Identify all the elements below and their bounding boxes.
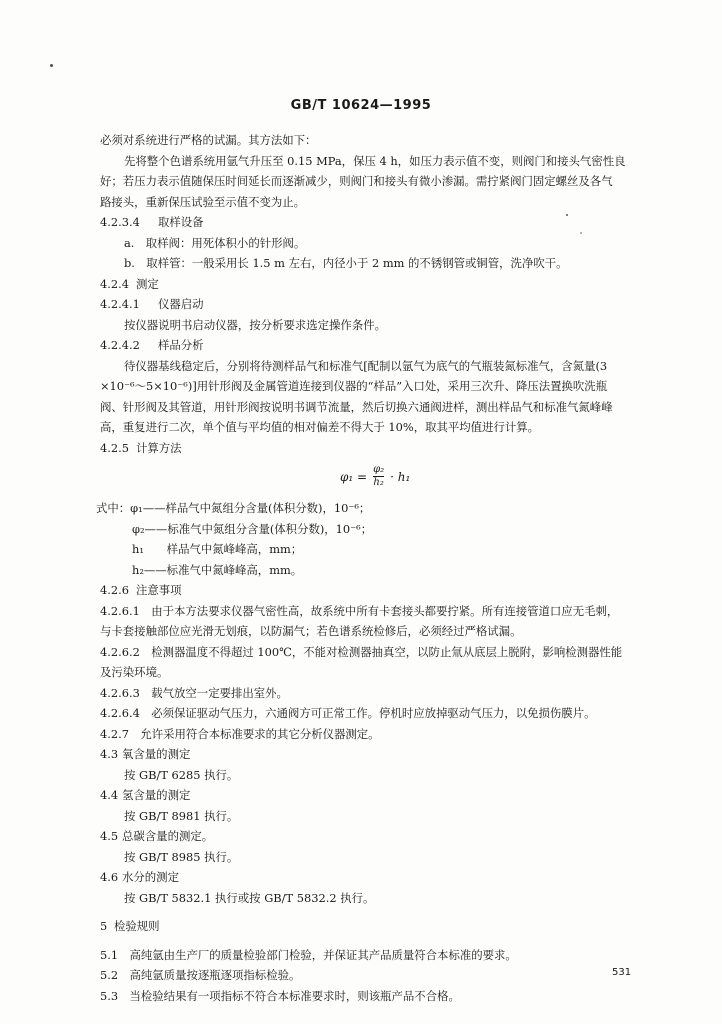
section-heading-4-2-6 [100, 580, 670, 601]
section-number: 4.4 [100, 788, 119, 802]
paragraph-line: 好；若压力表示值随保压时间延长而逐渐减少，则阀门和接头有微小渗漏。需拧紧阀门固定螺丝及各气 [100, 174, 613, 188]
section-heading-4-2-3-4 [100, 212, 670, 233]
section-number: 4.6 [100, 870, 119, 884]
section-title: 氧含量的测定 [122, 747, 191, 761]
formula-denominator: h₂ [373, 477, 384, 488]
section-title: 样品分析 [158, 338, 204, 352]
section-heading-4-2-4-1 [100, 294, 670, 315]
section-heading-4-3 [100, 744, 670, 765]
document-body [96, 130, 670, 1006]
scan-speck [50, 64, 53, 67]
paragraph-line: 阀、针形阀及其管道，用针形阀按说明书调节流量，然后切换六通阀进样，测出样品气和标准气氮峰峰 [100, 399, 613, 414]
section-title: 注意事项 [136, 583, 182, 597]
variable-definition: h₂——标准气中氮峰峰高，mm。 [132, 562, 303, 577]
section-heading-4-2-4-2 [100, 335, 670, 356]
section-title: 取样设备 [158, 215, 204, 229]
section-number: 4.3 [100, 747, 119, 761]
paragraph-line: 高，重复进行二次，单个值与平均值的相对偏差不得大于 10%，取其平均值进行计算。 [100, 420, 540, 434]
paragraph-line: 4.2.6.3 载气放空一定要排出室外。 [100, 685, 288, 700]
variable-definition: φ₂——标准气中氮组分含量(体积分数)，10⁻⁶； [132, 521, 373, 536]
paragraph-line: 按 GB/T 5832.1 执行或按 GB/T 5832.2 执行。 [124, 890, 375, 905]
section-heading-5 [100, 916, 670, 937]
section-number: 4.2.3.4 [100, 215, 140, 229]
paragraph-line: 按 GB/T 8985 执行。 [124, 849, 239, 864]
section-title: 测定 [136, 276, 159, 291]
paragraph-line: 4.2.7 允许采用符合本标准要求的其它分析仪器测定。 [100, 726, 380, 741]
section-number: 4.2.4 [100, 276, 129, 291]
paragraph-line: 与卡套接触部位应光滑无划痕，以防漏气；若色谱系统检修后，必须经过严格试漏。 [100, 624, 522, 638]
paragraph-line: 4.2.6.4 必须保证驱动气压力，六通阀方可正常工作。停机时应放掉驱动气压力，以免损伤膜片。 [100, 706, 596, 720]
paragraph-line: 4.2.6.1 由于本方法要求仪器气密性高，故系统中所有卡套接头都要拧紧。所有连接管道口应无毛刺， [100, 603, 619, 618]
paragraph-line: 4.2.6.2 检测器温度不得超过 100℃，不能对检测器抽真空，以防止氚从底层上脱附，影响检测器性能 [100, 644, 623, 659]
page-header: GB/T 10624—1995 [290, 98, 432, 113]
paragraph-line: 必须对系统进行严格的试漏。其方法如下： [100, 133, 317, 147]
page-number: 531 [612, 967, 632, 978]
section-number: 4.2.4.2 [100, 338, 140, 352]
paragraph-line: 5.1 高纯氩由生产厂的质量检验部门检验，并保证其产品质量符合本标准的要求。 [100, 947, 517, 962]
section-heading-4-2-4 [100, 274, 670, 295]
section-number: 5 [100, 919, 108, 933]
section-number: 4.2.4.1 [100, 297, 140, 311]
paragraph-line: 按 GB/T 8981 执行。 [124, 808, 239, 823]
section-title: 计算方法 [136, 440, 182, 455]
section-number: 4.5 [100, 829, 119, 843]
paragraph-line: 按 GB/T 6285 执行。 [124, 767, 239, 782]
section-number: 4.2.5 [100, 440, 129, 455]
section-title: 水分的测定 [122, 870, 179, 884]
paragraph-line: 5.3 当检验结果有一项指标不符合本标准要求时，则该瓶产品不合格。 [100, 988, 460, 1003]
section-title: 氢含量的测定 [122, 788, 191, 802]
formula-rhs: · h₁ [390, 469, 411, 484]
list-item: b. 取样管：一般采用长 1.5 m 左右，内径小于 2 mm 的不锈钢管或铜管，洗净吹干。 [124, 256, 568, 270]
section-heading-4-5 [100, 826, 670, 847]
section-heading-4-6 [100, 867, 670, 888]
variable-definition: 式中：φ₁——样品气中氮组分含量(体积分数)，10⁻⁶； [96, 501, 371, 515]
paragraph-line: 及污染环境。 [100, 665, 169, 679]
formula-fraction [373, 464, 384, 489]
calculation-formula [100, 458, 670, 498]
paragraph-line: 待仪器基线稳定后，分别将待测样品气和标准气[配制以氩气为底气的气瓶装氮标准气，含氮量(3 [124, 358, 608, 373]
paragraph-line: ×10⁻⁶～5×10⁻⁶)]用针形阀及金属管道连接到仪器的“样品”入口处，采用三次升、降压法置换吹洗瓶 [100, 379, 608, 393]
list-item: a. 取样阀：用死体积小的针形阀。 [124, 235, 306, 250]
formula-numerator: φ₂ [373, 464, 385, 475]
variable-definition: h₁ 样品气中氮峰峰高，mm； [132, 542, 303, 556]
section-title: 总碳含量的测定。 [122, 829, 214, 843]
paragraph-line: 按仪器说明书启动仪器，按分析要求选定操作条件。 [124, 317, 386, 332]
paragraph-line: 先将整个色谱系统用氩气升压至 0.15 MPa，保压 4 h，如压力表示值不变，则阀门和接头气密性良 [124, 153, 626, 168]
paragraph-line: 路接头，重新保压试验至示值不变为止。 [100, 194, 306, 209]
section-number: 4.2.6 [100, 583, 129, 597]
paragraph-line: 5.2 高纯氩质量按逐瓶逐项指标检验。 [100, 968, 301, 982]
formula-lhs: φ₁ = [340, 469, 368, 484]
section-heading-4-4 [100, 785, 670, 806]
section-title: 仪器启动 [158, 297, 204, 311]
section-title: 检验规则 [114, 919, 160, 933]
section-heading-4-2-5 [100, 438, 670, 459]
